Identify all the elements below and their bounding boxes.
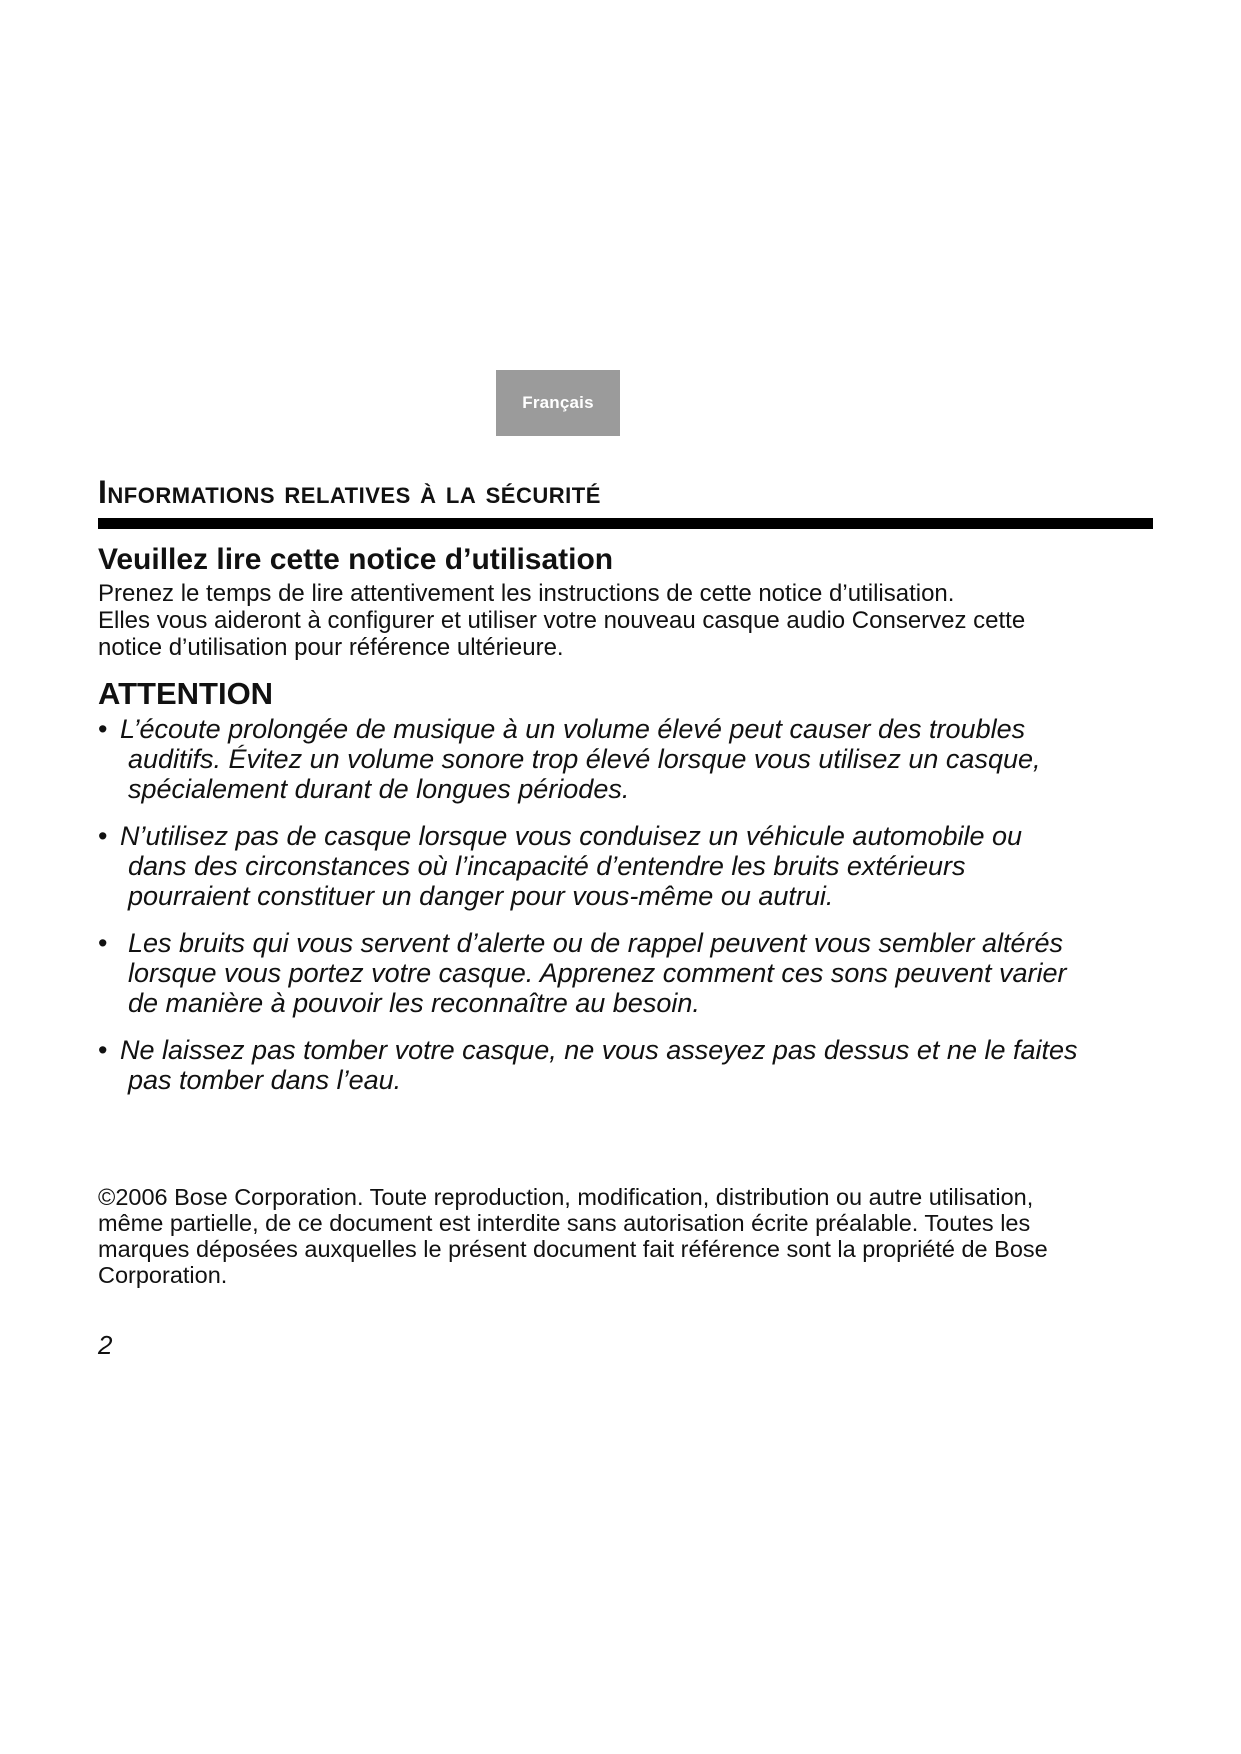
copyright-notice bbox=[98, 1184, 1178, 1288]
warning-line: pourraient constituer un danger pour vous-même ou autrui. bbox=[128, 881, 834, 911]
notice-line: Prenez le temps de lire attentivement les instructions de cette notice d’utilisation. bbox=[98, 580, 955, 607]
page-number: 2 bbox=[98, 1330, 113, 1360]
copyright-line: marques déposées auxquelles le présent document fait référence sont la propriété de Bose bbox=[98, 1236, 1048, 1262]
warning-item bbox=[98, 1035, 1178, 1095]
warning-line: lorsque vous portez votre casque. Apprenez comment ces sons peuvent varier bbox=[128, 958, 1067, 988]
warning-line: Les bruits qui vous servent d’alerte ou de rappel peuvent vous sembler altérés bbox=[128, 928, 1064, 958]
language-tab: Français bbox=[496, 370, 620, 436]
warning-list bbox=[98, 714, 1178, 1112]
warning-line: auditifs. Évitez un volume sonore trop élevé lorsque vous utilisez un casque, bbox=[128, 744, 1041, 774]
warning-item bbox=[98, 821, 1178, 911]
notice-line: notice d’utilisation pour référence ultérieure. bbox=[98, 634, 564, 661]
warning-line: spécialement durant de longues périodes. bbox=[128, 774, 630, 804]
warning-line: Ne laissez pas tomber votre casque, ne vous asseyez pas dessus et ne le faites bbox=[120, 1035, 1078, 1065]
page-title: Informations relatives à la sécurité bbox=[98, 474, 601, 510]
bullet-marker: • bbox=[98, 714, 108, 744]
bullet-marker: • bbox=[98, 1035, 108, 1065]
copyright-line: même partielle, de ce document est interdite sans autorisation écrite préalable. Toutes les bbox=[98, 1210, 1031, 1236]
warning-line: N’utilisez pas de casque lorsque vous conduisez un véhicule automobile ou bbox=[120, 821, 1023, 851]
warning-line: L’écoute prolongée de musique à un volume élevé peut causer des troubles bbox=[120, 714, 1026, 744]
copyright-line: ©2006 Bose Corporation. Toute reproduction, modification, distribution ou autre utilisation, bbox=[98, 1184, 1034, 1210]
attention-heading: ATTENTION bbox=[98, 676, 274, 711]
notice-heading: Veuillez lire cette notice d’utilisation bbox=[98, 543, 614, 576]
notice-line: Elles vous aideront à configurer et utiliser votre nouveau casque audio Conservez cette bbox=[98, 607, 1026, 634]
warning-line: pas tomber dans l’eau. bbox=[128, 1065, 402, 1095]
bullet-marker: • bbox=[98, 928, 108, 958]
copyright-line: Corporation. bbox=[98, 1262, 228, 1288]
warning-line: dans des circonstances où l’incapacité d’entendre les bruits extérieurs bbox=[128, 851, 966, 881]
warning-item bbox=[98, 714, 1178, 804]
notice-paragraph bbox=[98, 580, 1178, 661]
title-divider bbox=[98, 518, 1153, 529]
warning-line: de manière à pouvoir les reconnaître au besoin. bbox=[128, 988, 700, 1018]
warning-item bbox=[98, 928, 1178, 1018]
bullet-marker: • bbox=[98, 821, 108, 851]
